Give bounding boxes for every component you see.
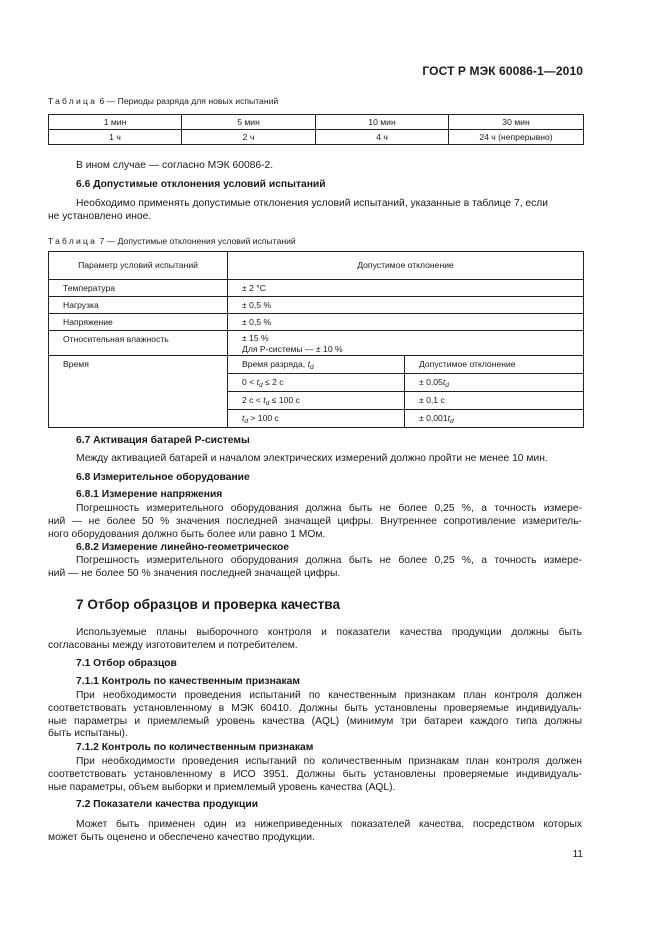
table7-tol-cell: ± 0,5 % <box>228 297 584 314</box>
table6-value-row <box>49 130 584 145</box>
section-7-1-title: 7.1 Отбор образцов <box>76 658 177 669</box>
section-7-1-2-title: 7.1.2 Контроль по количественным признакам <box>76 742 314 753</box>
section-7-line: согласованы между изготовителем и потребителем. <box>48 640 298 651</box>
t-subscript: d <box>265 400 270 407</box>
table-row <box>49 297 584 314</box>
section-6-6-line: Необходимо применять допустимые отклонения условий испытаний, указанные в таблице 7, если <box>76 198 549 209</box>
section-7-1-1-title: 7.1.1 Контроль по качественным признакам <box>76 676 301 687</box>
table7-param-cell: Время <box>49 356 228 428</box>
table6-caption <box>48 96 278 106</box>
t-subscript: d <box>258 382 263 389</box>
section-6-8-1-line <box>48 515 582 528</box>
section-6-8-1-line: ного оборудования должно быть более или равно 1 МОм. <box>48 529 326 540</box>
table6-header-cell: 30 мин <box>449 115 584 130</box>
text-line: Погрешность измерительного оборудования должна быть не более 0,25 %, а точность измере- <box>76 503 582 514</box>
section-7-1-1-line <box>76 689 582 702</box>
table7-range-cell <box>228 392 405 410</box>
t-symbol: t <box>442 377 446 387</box>
section-7-1-2-line <box>48 768 582 781</box>
text-line: Используемые планы выборочного контроля и показатели качества продукции должны быть <box>76 627 582 638</box>
text-line: Погрешность измерительного оборудования должна быть не более 0,25 %, а точность измере- <box>76 555 582 566</box>
table7 <box>48 251 584 428</box>
table6-header-cell: 10 мин <box>316 115 449 130</box>
text-line: соответствовать установленному в ИСО 3951. Должны быть установлены проверяемые индивидуаль- <box>48 769 582 780</box>
tol-value: ± 0,05 <box>419 377 443 387</box>
section-6-6-title: 6.6 Допустимые отклонения условий испытаний <box>76 179 326 190</box>
range-suffix: ≤ 2 с <box>262 377 284 387</box>
table7-time-tol-cell <box>405 410 584 428</box>
table7-time-tol-cell <box>405 374 584 392</box>
table6-value-cell: 24 ч (непрерывно) <box>449 130 584 145</box>
section-7-1-2-line <box>76 755 582 768</box>
table7-tol-cell <box>228 331 584 356</box>
table7-caption-text: 7 — Допустимые отклонения условий испытаний <box>97 236 296 246</box>
section-7-2-line: может быть оценено и обеспечено качество продукции. <box>48 832 315 843</box>
text-line: ний — не более 50 % значения последней значащей цифры. Внутреннее сопротивление измеритель- <box>48 516 582 527</box>
t-symbol: t <box>242 413 245 423</box>
table7-caption <box>48 236 296 246</box>
section-6-8-1-title: 6.8.1 Измерение напряжения <box>76 489 223 500</box>
t-symbol: t <box>447 413 451 423</box>
t-subscript: d <box>244 418 249 425</box>
table7-range-cell <box>228 374 405 392</box>
section-6-8-1-line <box>76 502 582 515</box>
tol-value: ± 0,001 <box>419 413 448 423</box>
section-7-1-1-line: быть испытаны). <box>48 728 128 739</box>
table7-header-tolerance: Допустимое отклонение <box>228 252 584 280</box>
table7-tol-cell: ± 2 °С <box>228 280 584 297</box>
text-line: ные параметры и приемлемый уровень качества (AQL) (минимум три батареи каждого типа должны <box>48 716 582 727</box>
table7-range-cell <box>228 410 405 428</box>
section-6-8-2-line <box>76 554 582 567</box>
table6-caption-text: 6 — Периоды разряда для новых испытаний <box>97 96 279 106</box>
table6-value-cell: 2 ч <box>182 130 316 145</box>
section-6-8-2-title: 6.8.2 Измерение линейно-геометрическое <box>76 542 289 553</box>
table-row <box>49 280 584 297</box>
page-number: 11 <box>572 849 583 860</box>
table7-subheader-cell: Допустимое отклонение <box>405 356 584 374</box>
section-7-2-line <box>76 818 582 831</box>
range-suffix: ≤ 100 с <box>269 395 300 405</box>
table7-header-param: Параметр условий испытаний <box>49 252 228 280</box>
range-prefix: 2 с < <box>242 395 264 405</box>
section-6-8-title: 6.8 Измерительное оборудование <box>76 472 250 483</box>
paragraph-other: В ином случае — согласно МЭК 60086-2. <box>76 160 274 171</box>
t-symbol: t <box>256 377 259 387</box>
text-line: соответствовать установленному в МЭК 60410. Должны быть установлены проверяемые индивидуаль- <box>48 703 582 714</box>
table6-header-cell: 1 мин <box>49 115 182 130</box>
section-6-8-2-line: ний — не более 50 % значения последней значащей цифры. <box>48 568 341 579</box>
t-symbol: t <box>307 359 310 369</box>
t-symbol: t <box>263 395 266 405</box>
section-6-7-line: Между активацией батарей и началом электрических измерений должно пройти не менее 10 мин. <box>76 453 548 464</box>
table-row <box>49 314 584 331</box>
table7-param-cell: Нагрузка <box>49 297 228 314</box>
t-subscript: d <box>445 382 449 389</box>
section-7-1-1-line <box>48 715 582 728</box>
table7-param-cell: Относительная влажность <box>49 331 228 356</box>
table6-caption-word: Таблица <box>48 96 98 106</box>
table7-header-row <box>49 252 584 280</box>
table6-value-cell: 1 ч <box>49 130 182 145</box>
table6-value-cell: 4 ч <box>316 130 449 145</box>
table7-param-cell: Напряжение <box>49 314 228 331</box>
table7-tol-line: Для Р-системы — ± 10 % <box>242 344 343 354</box>
table6 <box>48 114 584 145</box>
section-7-1-2-line: ные параметры, объем выборки и приемлемый уровень качества (AQL). <box>48 782 396 793</box>
table7-time-tol-cell: ± 0,1 с <box>405 392 584 410</box>
table7-subheader-cell <box>228 356 405 374</box>
text-line: При необходимости проведения испытаний по количественным признакам план контроля должен <box>76 756 582 767</box>
document-header: ГОСТ Р МЭК 60086-1—2010 <box>422 64 583 78</box>
t-subscript: d <box>309 364 314 371</box>
text-line: При необходимости проведения испытаний по качественным признакам план контроля должен <box>76 690 582 701</box>
table7-subheader-text: Время разряда, <box>242 359 308 369</box>
table6-header-cell: 5 мин <box>182 115 316 130</box>
section-7-1-1-line <box>48 702 582 715</box>
section-7-line <box>76 626 582 639</box>
table7-tol-cell: ± 0,5 % <box>228 314 584 331</box>
text-line: Может быть применен один из нижеприведенных показателей качества, посредством которых <box>76 819 582 830</box>
table-row <box>49 331 584 356</box>
range-suffix: > 100 с <box>248 413 279 423</box>
table7-tol-line: ± 15 % <box>242 333 269 343</box>
table7-caption-word: Таблица <box>48 236 98 246</box>
table6-header-row <box>49 115 584 130</box>
section-7-title: 7 Отбор образцов и проверка качества <box>76 597 341 612</box>
table-row <box>49 356 584 374</box>
section-6-6-line: не установлено иное. <box>48 211 152 222</box>
table7-param-cell: Температура <box>49 280 228 297</box>
range-prefix: 0 < <box>242 377 257 387</box>
t-subscript: d <box>450 418 454 425</box>
section-6-7-title: 6.7 Активация батарей Р-системы <box>76 435 250 446</box>
section-7-2-title: 7.2 Показатели качества продукции <box>76 799 259 810</box>
